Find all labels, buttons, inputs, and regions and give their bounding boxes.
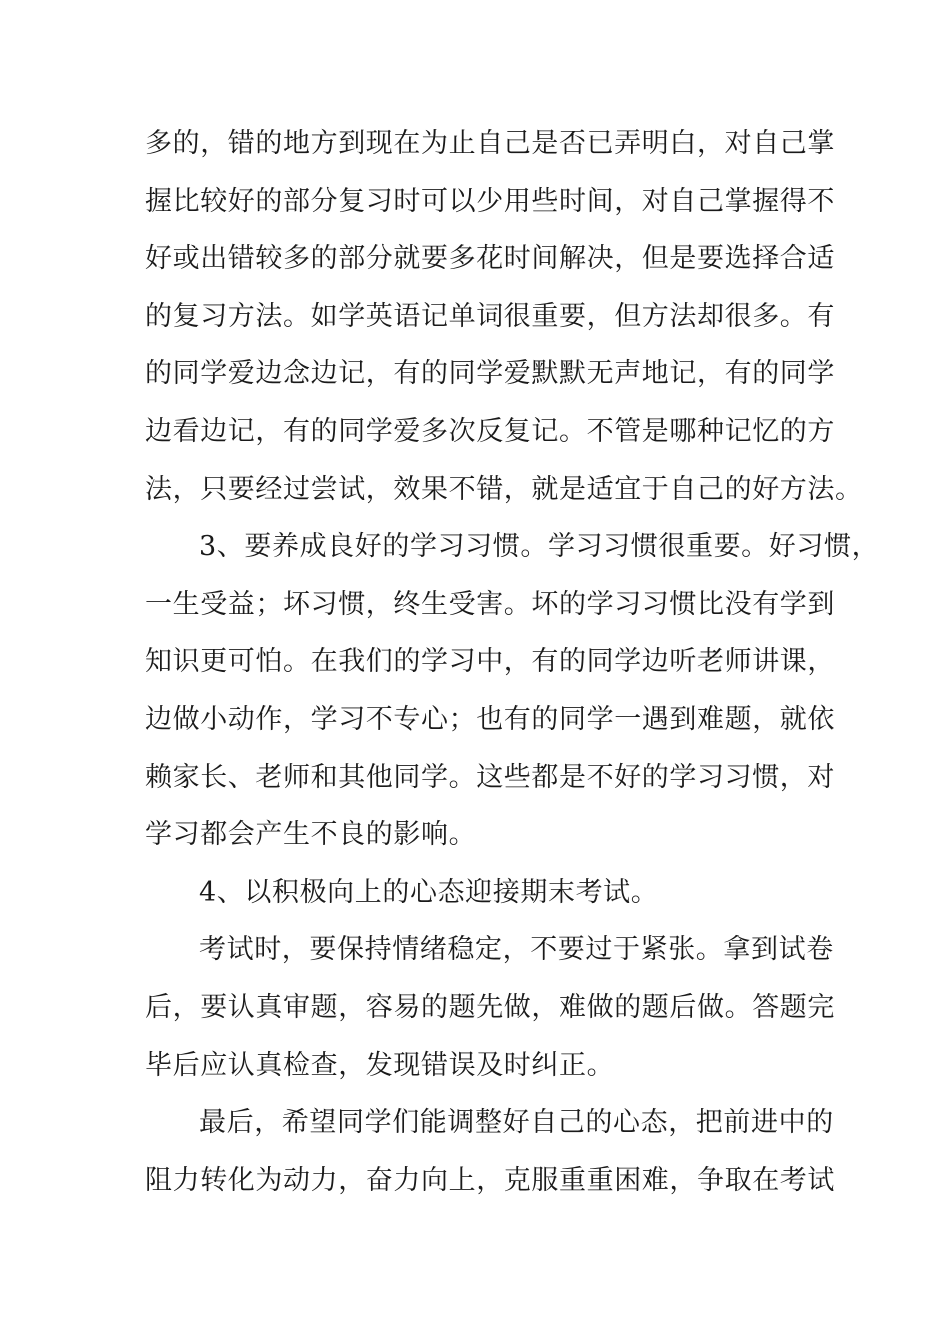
text-line: 握比较好的部分复习时可以少用些时间，对自己掌握得不 — [145, 185, 835, 217]
text-line: 赖家长、老师和其他同学。这些都是不好的学习习惯，对 — [145, 761, 835, 793]
paragraph-start-line: 3、要养成良好的学习习惯。学习习惯很重要。好习惯， — [199, 531, 880, 563]
text-line: 好或出错较多的部分就要多花时间解决，但是要选择合适 — [145, 243, 835, 275]
text-line: 多的，错的地方到现在为止自己是否已弄明白，对自己掌 — [145, 128, 835, 159]
text-line: 的复习方法。如学英语记单词很重要，但方法却很多。有 — [145, 300, 835, 332]
text-line: 的同学爱边念边记，有的同学爱默默无声地记，有的同学 — [145, 358, 835, 390]
text-line: 毕后应认真检查，发现错误及时纠正。 — [145, 1049, 615, 1081]
text-line: 知识更可怕。在我们的学习中，有的同学边听老师讲课， — [145, 646, 835, 678]
text-line: 边做小动作，学习不专心；也有的同学一遇到难题，就依 — [145, 703, 835, 735]
text-line: 法，只要经过尝试，效果不错，就是适宜于自己的好方法。 — [145, 473, 863, 505]
body-text — [145, 115, 880, 1209]
text-line: 后，要认真审题，容易的题先做，难做的题后做。答题完 — [145, 991, 835, 1023]
text-line: 一生受益；坏习惯，终生受害。坏的学习习惯比没有学到 — [145, 588, 835, 620]
text-line: 边看边记，有的同学爱多次反复记。不管是哪种记忆的方 — [145, 415, 835, 447]
text-line: 阻力转化为动力，奋力向上，克服重重困难，争取在考试 — [145, 1164, 835, 1196]
text-line: 学习都会产生不良的影响。 — [145, 819, 477, 851]
paragraph-start-line: 4、以积极向上的心态迎接期末考试。 — [199, 876, 659, 908]
paragraph-start-line: 考试时，要保持情绪稳定，不要过于紧张。拿到试卷 — [199, 934, 834, 966]
paragraph-start-line: 最后，希望同学们能调整好自己的心态，把前进中的 — [199, 1107, 834, 1139]
